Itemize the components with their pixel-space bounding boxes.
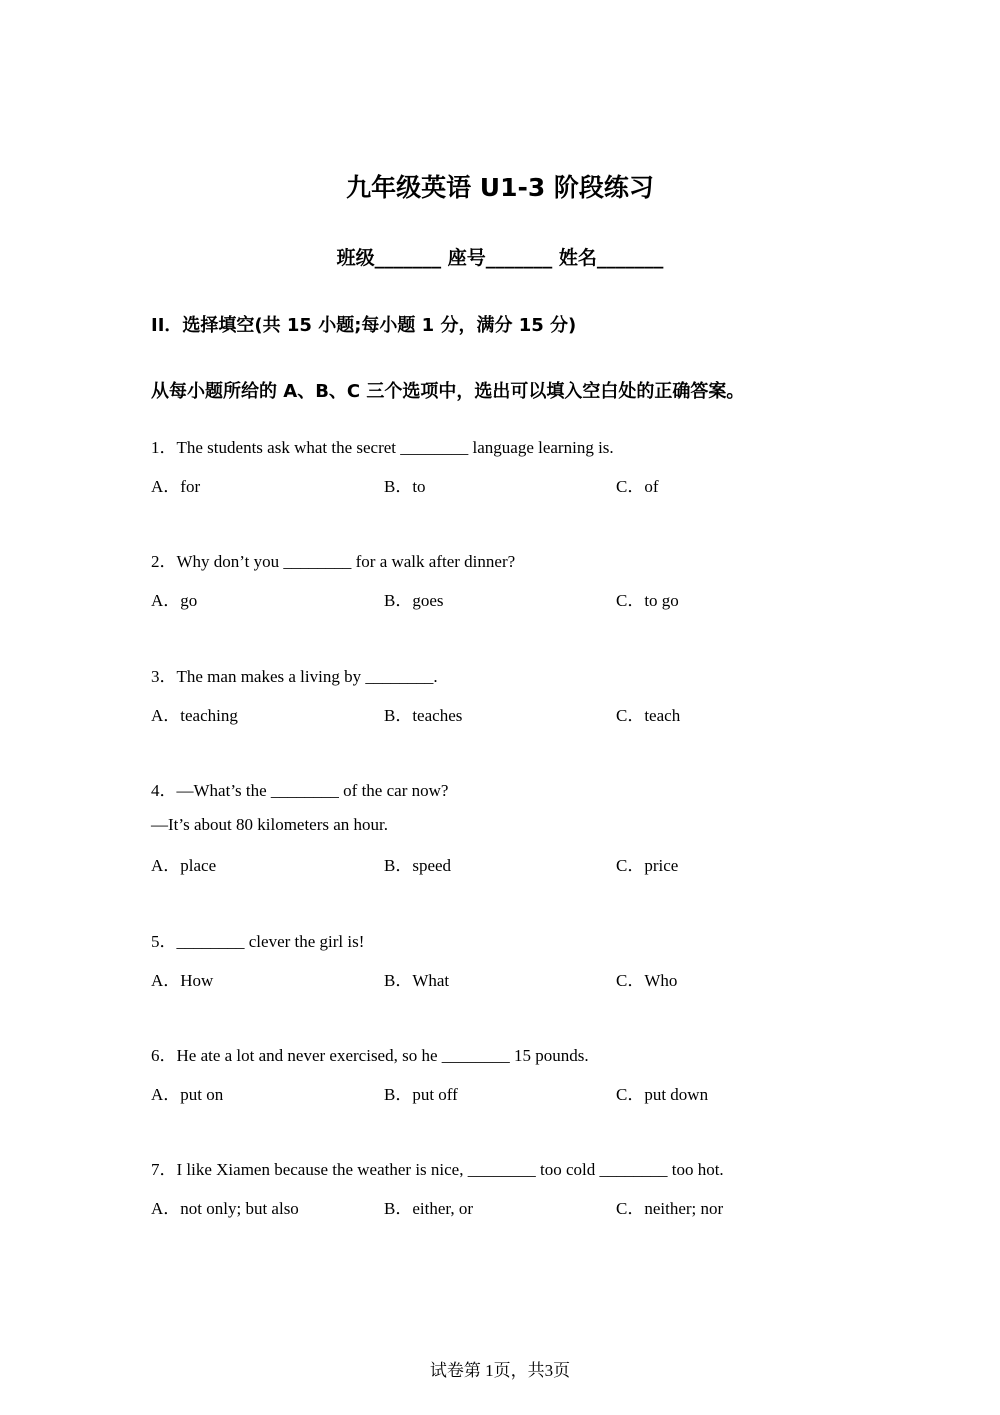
question-7-option-c: C．neither; nor xyxy=(616,1199,724,1218)
question-4-stem: 4．—What’s the ________ of the car now? xyxy=(151,781,449,800)
question-6-option-c: C．put down xyxy=(616,1085,709,1104)
question-6-option-b: B．put off xyxy=(384,1085,458,1104)
instructions: 从每小题所给的 A、B、C 三个选项中，选出可以填入空白处的正确答案。 xyxy=(151,381,745,402)
question-4-option-b: B．speed xyxy=(384,856,452,875)
question-2-option-a: A．go xyxy=(151,591,198,610)
question-3-option-b: B．teaches xyxy=(384,706,463,725)
question-2-option-c: C．to go xyxy=(616,591,679,610)
question-1-option-a: A．for xyxy=(151,477,201,496)
question-1-stem: 1．The students ask what the secret ________ language learning is. xyxy=(151,438,614,457)
question-3-stem: 3．The man makes a living by ________. xyxy=(151,667,438,686)
section-heading: II．选择填空(共 15 小题;每小题 1 分，满分 15 分) xyxy=(151,315,577,336)
question-4-option-c: C．price xyxy=(616,856,679,875)
question-7-stem: 7．I like Xiamen because the weather is nice, ________ too cold ________ too hot. xyxy=(151,1160,724,1179)
question-6-option-a: A．put on xyxy=(151,1085,224,1104)
question-1-option-b: B．to xyxy=(384,477,426,496)
question-4-option-a: A．place xyxy=(151,856,217,875)
page-title: 九年级英语 U1-3 阶段练习 xyxy=(346,173,654,202)
student-info-line: 班级_______ 座号_______ 姓名_______ xyxy=(336,247,664,269)
question-5-option-c: C．Who xyxy=(616,971,678,990)
question-1-option-c: C．of xyxy=(616,477,659,496)
question-3-option-c: C．teach xyxy=(616,706,681,725)
question-7-option-b: B．either, or xyxy=(384,1199,474,1218)
question-3-option-a: A．teaching xyxy=(151,706,238,725)
question-7-option-a: A．not only; but also xyxy=(151,1199,299,1218)
page-footer: 试卷第 1页，共3页 xyxy=(429,1361,571,1380)
question-6-stem: 6．He ate a lot and never exercised, so he ________ 15 pounds. xyxy=(151,1046,589,1065)
question-4-reply: —It’s about 80 kilometers an hour. xyxy=(151,815,389,834)
question-2-stem: 2．Why don’t you ________ for a walk after dinner? xyxy=(151,552,516,571)
question-5-stem: 5．________ clever the girl is! xyxy=(151,932,365,951)
question-2-option-b: B．goes xyxy=(384,591,444,610)
question-5-option-a: A．How xyxy=(151,971,214,990)
question-5-option-b: B．What xyxy=(384,971,450,990)
